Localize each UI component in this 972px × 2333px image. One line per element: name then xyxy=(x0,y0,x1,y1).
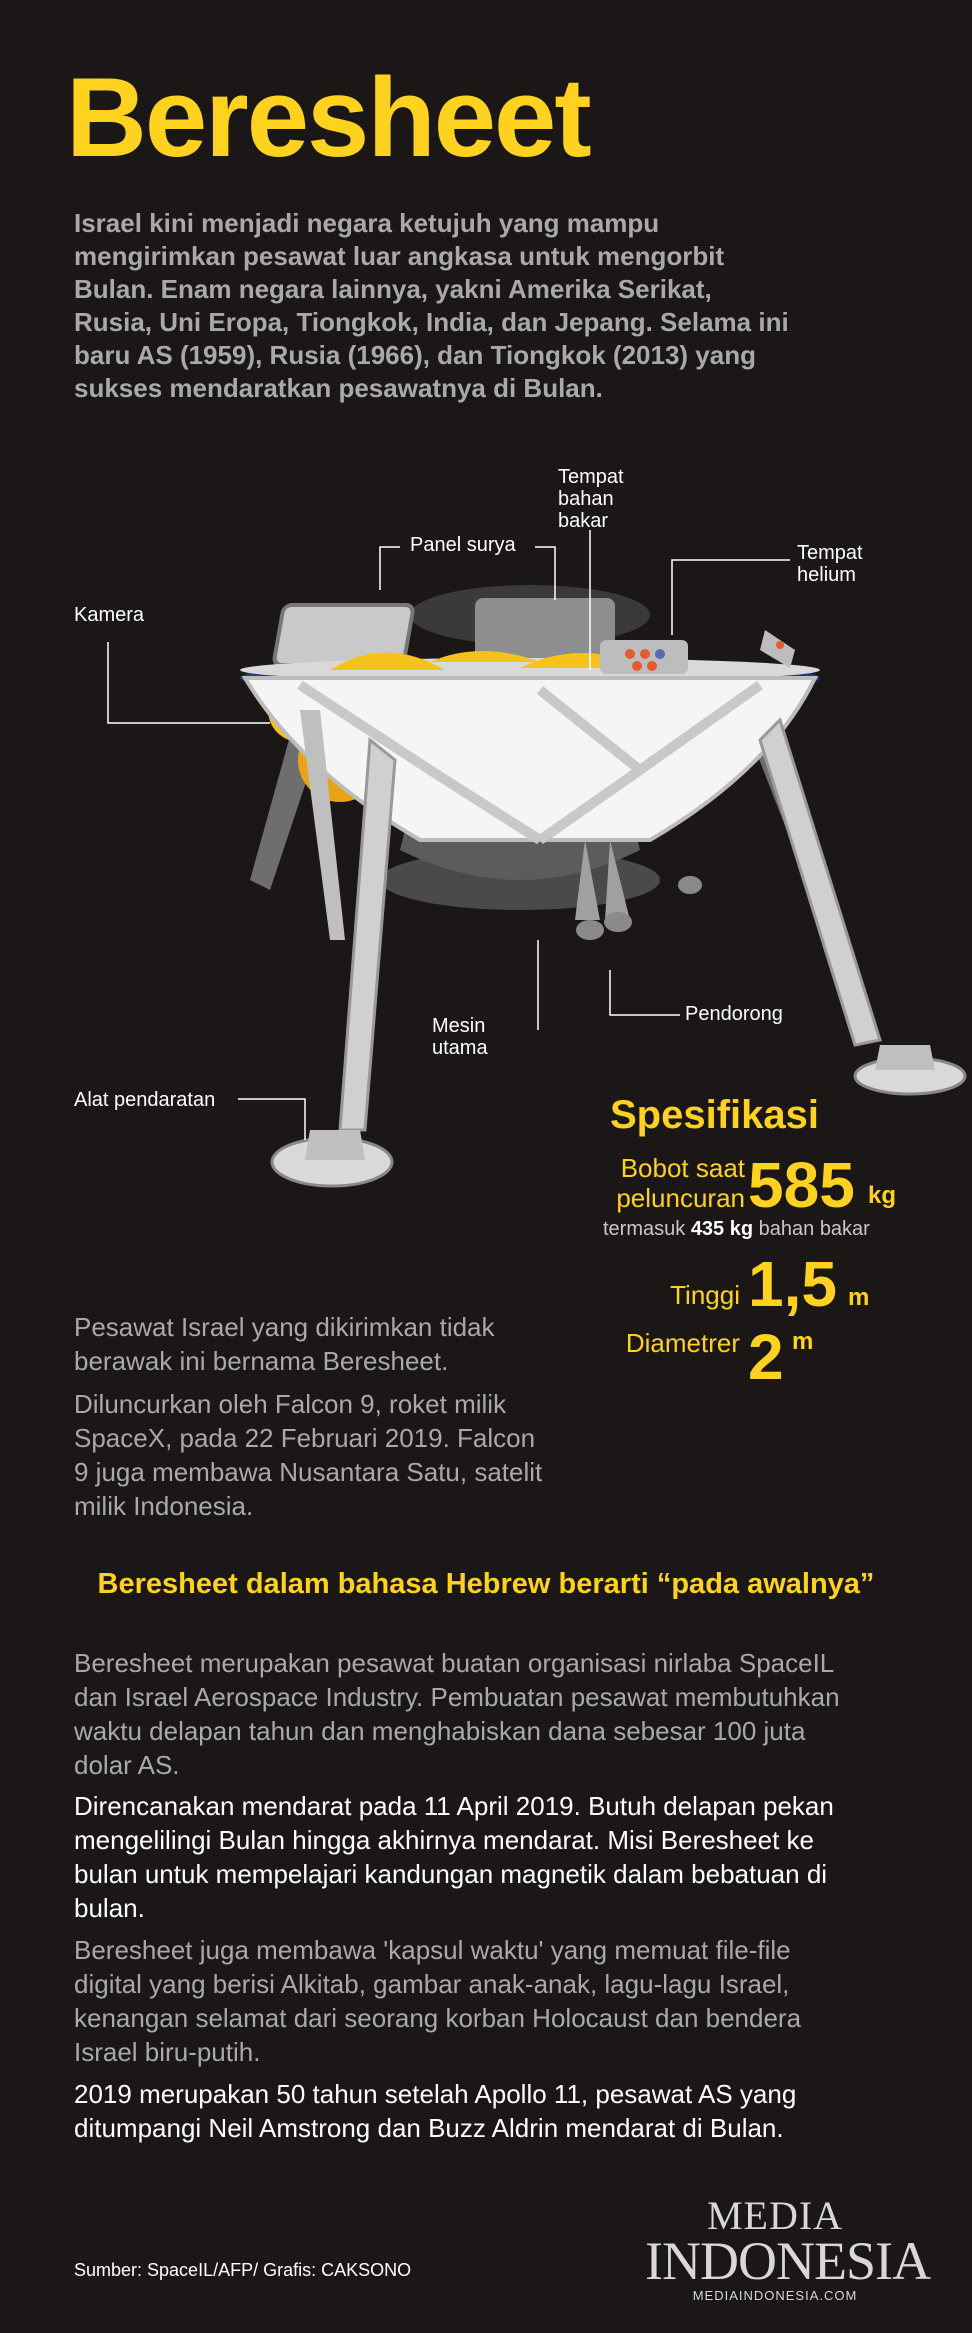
paragraph-launch: Diluncurkan oleh Falcon 9, roket milik SpaceX, pada 22 Februari 2019. Falcon 9 juga membawa Nusantara Satu, satelit milik Indonesia. xyxy=(74,1389,543,1521)
logo-line-1: MEDIA xyxy=(706,2193,844,2238)
media-indonesia-logo xyxy=(645,2193,930,2303)
front-leg-right xyxy=(760,720,880,1045)
headline: Beresheet dalam bahasa Hebrew berarti “pada awalnya” xyxy=(97,1568,875,1600)
label-landing-gear: Alat pendaratan xyxy=(74,1089,216,1111)
fuel-value: 435 kg xyxy=(690,1218,754,1240)
height-value: 1,5 xyxy=(748,1248,837,1320)
label-main-engine: Mesin utama xyxy=(432,1015,488,1059)
intro-paragraph: Israel kini menjadi negara ketujuh yang mampu mengirimkan pesawat luar angkasa untuk mengorbit Bulan. Enam negara lainnya, yakni Amerika Serikat, Rusia, Uni Eropa, Tiongkok, India, dan Jepang. Selama ini baru AS (1959), Rusia (1966), dan Tiongkok (2013) yang sukses mendaratkan pesawatnya di Bulan. xyxy=(74,208,789,403)
diameter-value: 2 xyxy=(748,1321,784,1393)
paragraph-name: Pesawat Israel yang dikirimkan tidak berawak ini bernama Beresheet. xyxy=(74,1312,495,1376)
body-paragraph-2: Direncanakan mendarat pada 11 April 2019. Butuh delapan pekan mengelilingi Bulan hingga akhirnya mendarat. Misi Beresheet ke bulan untuk mempelajari kandungan magnetik dalam bebatuan di bulan. xyxy=(74,1791,834,1923)
fuel-prefix: termasuk xyxy=(603,1218,686,1240)
weight-unit: kg xyxy=(868,1182,897,1209)
body-paragraph-3: Beresheet juga membawa 'kapsul waktu' yang memuat file-file digital yang berisi Alkitab, gambar anak-anak, lagu-lagu Israel, kenangan selamat dari seorang korban Holocaust dan bendera Israel biru-putih. xyxy=(74,1935,802,2067)
label-camera: Kamera xyxy=(74,604,145,626)
specs-title: Spesifikasi xyxy=(610,1093,820,1137)
page-title: Beresheet xyxy=(66,55,590,180)
antenna-right xyxy=(760,630,795,668)
weight-label: Bobot saat peluncuran xyxy=(616,1153,745,1213)
weight-value: 585 xyxy=(748,1149,855,1221)
logo-url: MEDIAINDONESIA.COM xyxy=(692,2288,858,2303)
height-label: Tinggi xyxy=(670,1280,740,1310)
body-paragraph-1: Beresheet merupakan pesawat buatan organisasi nirlaba SpaceIL dan Israel Aerospace Industry. Pembuatan pesawat membutuhkan waktu delapan tahun dan menghabiskan dana sebesar 100 juta dolar AS. xyxy=(74,1648,840,1780)
diameter-label: Diametrer xyxy=(625,1328,740,1358)
label-solar-panel: Panel surya xyxy=(410,534,516,556)
label-thruster: Pendorong xyxy=(685,1003,783,1025)
height-unit: m xyxy=(848,1284,870,1311)
source-credit: Sumber: SpaceIL/AFP/ Grafis: CAKSONO xyxy=(74,2260,412,2280)
diameter-unit: m xyxy=(792,1328,814,1355)
label-helium-tank: Tempat helium xyxy=(797,542,863,586)
logo-line-2: INDONESIA xyxy=(645,2231,930,2291)
body-paragraph-4: 2019 merupakan 50 tahun setelah Apollo 11, pesawat AS yang ditumpangi Neil Amstrong dan Buzz Aldrin mendarat di Bulan. xyxy=(74,2079,797,2143)
fuel-note xyxy=(603,1218,870,1241)
fuel-suffix: bahan bakar xyxy=(758,1218,870,1240)
label-fuel-tank: Tempat bahan bakar xyxy=(558,466,624,532)
